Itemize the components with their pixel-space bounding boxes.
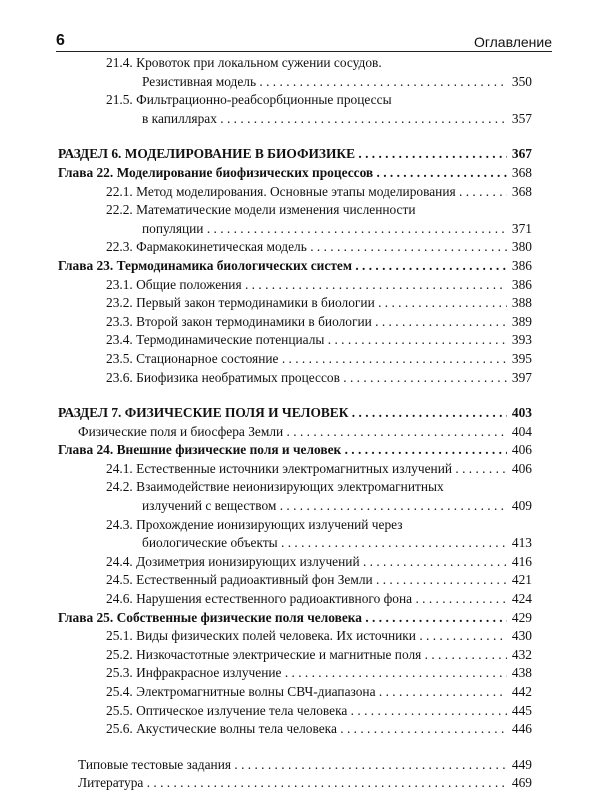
page-number: 6 — [56, 32, 65, 49]
toc-entry-title: Кровоток при локальном сужении сосудов. — [136, 55, 382, 70]
toc-entry-page: 389 — [511, 313, 532, 329]
toc-entry-page: 424 — [511, 591, 532, 607]
toc-entry-number: 25.5. — [106, 702, 133, 718]
toc-entry-23-3 — [58, 313, 532, 332]
toc-entry-title: Математические модели изменения численности — [136, 202, 416, 218]
toc-entry-number: 24.3. — [106, 516, 133, 532]
toc-entry-25-5 — [58, 702, 532, 721]
toc-entry-page: 397 — [511, 369, 532, 385]
toc-entry-number: 21.5. — [106, 92, 133, 108]
toc-entry-title-cont: биологические объекты . . . — [106, 534, 507, 553]
running-section-title: Оглавление — [473, 34, 552, 50]
toc-entry-title — [106, 553, 507, 572]
toc-chapter-title: Глава 25. Собственные физические поля человека . . . — [58, 609, 507, 628]
toc-entry-number: 22.1. — [106, 183, 133, 199]
toc-entry-24-6 — [58, 590, 532, 609]
toc-entry-25-3 — [58, 664, 532, 683]
toc-entry-page: 446 — [511, 721, 532, 737]
toc-entry-number: 24.1. — [106, 460, 133, 476]
toc-entry-page: 442 — [511, 684, 532, 699]
toc-entry-text: Термодинамические потенциалы — [136, 332, 325, 348]
toc-entry-title — [106, 720, 507, 739]
toc-entry-22-3 — [58, 238, 532, 257]
toc-entry-title-cont: Резистивная модель . . . — [106, 73, 507, 92]
toc-entry-title — [106, 702, 507, 721]
toc-part-title: РАЗДЕЛ 7. ФИЗИЧЕСКИЕ ПОЛЯ И ЧЕЛОВЕК . . . — [58, 404, 507, 423]
toc-entry-text: Инфракрасное излучение — [136, 665, 282, 681]
toc-entry-title: Типовые тестовые задания . . . — [78, 756, 507, 775]
toc-entry-page: 371 — [511, 220, 532, 236]
toc-entry-number: 21.4. — [106, 55, 133, 70]
toc-entry-text: Фармакокинетическая модель — [136, 239, 307, 255]
table-of-contents — [58, 54, 532, 793]
toc-entry-text: Низкочастотные электрические и магнитные поля — [136, 646, 422, 662]
toc-entry-number: 25.3. — [106, 665, 133, 681]
toc-entry-page: 449 — [511, 756, 532, 772]
toc-entry-number: 23.3. — [106, 313, 133, 329]
toc-entry-page: 445 — [511, 702, 532, 718]
toc-entry-page: 413 — [511, 535, 532, 551]
toc-entry-page: 406 — [511, 442, 532, 458]
toc-entry-page: 393 — [511, 332, 532, 348]
toc-chapter-25 — [58, 609, 532, 628]
toc-entry-title — [106, 683, 507, 702]
toc-entry-page: 430 — [511, 628, 532, 644]
toc-entry-text: Оптическое излучение тела человека — [136, 702, 348, 718]
toc-entry-text: Нарушения естественного радиоактивного фона — [136, 591, 413, 607]
toc-entry-number: 25.2. — [106, 646, 133, 662]
toc-entry-24-3-cont — [58, 534, 532, 553]
toc-entry-text: Первый закон термодинамики в биологии — [136, 295, 375, 311]
toc-entry-25-1 — [58, 627, 532, 646]
toc-entry-tests — [58, 756, 532, 775]
toc-entry-title: Фильтрационно-реабсорбционные процессы — [136, 92, 392, 108]
toc-entry-title — [106, 294, 507, 313]
toc-chapter-22 — [58, 164, 532, 183]
toc-entry-text: Акустические волны тела человека — [136, 721, 337, 737]
toc-chapter-title: Глава 22. Моделирование биофизических процессов . . . — [58, 164, 507, 183]
toc-entry-text: Биофизика необратимых процессов — [136, 369, 340, 385]
toc-entry-text: Общие положения — [136, 276, 242, 292]
toc-entry-number: 22.2. — [106, 202, 133, 218]
toc-entry-page: 438 — [511, 665, 532, 681]
toc-entry-page: 368 — [511, 164, 532, 180]
toc-entry-text: Виды физических полей человека. Их источники — [136, 628, 416, 644]
toc-entry-title — [106, 571, 507, 590]
toc-entry-page: 368 — [511, 183, 532, 199]
toc-entry-number: 24.4. — [106, 553, 133, 569]
toc-entry-title: Взаимодействие неионизирующих электромагнитных — [136, 479, 444, 495]
toc-entry-text: Естественный радиоактивный фон Земли — [136, 572, 373, 588]
toc-entry-title: Прохождение ионизирующих излучений через — [136, 516, 403, 532]
toc-entry-page: 395 — [511, 350, 532, 366]
toc-entry-25-2 — [58, 646, 532, 665]
toc-entry-number: 23.5. — [106, 350, 133, 366]
toc-entry-23-5 — [58, 350, 532, 369]
toc-chapter-title: Глава 24. Внешние физические поля и человек . . . — [58, 441, 507, 460]
toc-entry-number: 23.2. — [106, 295, 133, 311]
toc-chapter-title: Глава 23. Термодинамика биологических систем . . . — [58, 257, 507, 276]
toc-entry-text: Электромагнитные волны СВЧ-диапазона — [136, 684, 376, 699]
toc-entry-page: 404 — [511, 423, 532, 439]
toc-entry-title: Литература . . . — [78, 774, 507, 793]
toc-entry-title — [106, 331, 507, 350]
toc-entry-24-2 — [58, 478, 532, 497]
toc-entry-title — [106, 646, 507, 665]
toc-chapter-23 — [58, 257, 532, 276]
toc-entry-title — [106, 276, 507, 295]
toc-entry-number: 25.6. — [106, 721, 133, 737]
toc-entry-24-3 — [58, 516, 532, 535]
toc-entry-title — [106, 183, 507, 202]
toc-entry-title — [106, 627, 507, 646]
toc-part-7 — [58, 404, 532, 423]
toc-entry-23-1 — [58, 276, 532, 295]
toc-entry-page: 388 — [511, 295, 532, 311]
toc-entry-page: 421 — [511, 572, 532, 588]
toc-part-7-intro — [58, 423, 532, 442]
toc-entry-title — [106, 460, 507, 479]
toc-entry-number: 22.3. — [106, 239, 133, 255]
toc-entry-page: 386 — [511, 276, 532, 292]
toc-entry-title — [106, 369, 507, 388]
toc-entry-number: 23.6. — [106, 369, 133, 385]
toc-entry-number: 23.4. — [106, 332, 133, 348]
toc-entry-23-2 — [58, 294, 532, 313]
toc-entry-number: 24.6. — [106, 591, 133, 607]
header-rule — [56, 51, 552, 52]
toc-entry-title-cont: излучений с веществом . . . — [106, 497, 507, 516]
toc-entry-title — [106, 664, 507, 683]
toc-entry-text: Дозиметрия ионизирующих излучений — [136, 553, 360, 569]
toc-entry-page: 386 — [511, 257, 532, 273]
toc-entry-page: 429 — [511, 609, 532, 625]
toc-entry-title-cont: популяции . . . — [106, 220, 507, 239]
toc-entry-page: 409 — [511, 498, 532, 514]
toc-entry-title — [106, 313, 507, 332]
toc-entry-page: 403 — [511, 405, 532, 421]
toc-entry-title — [106, 238, 507, 257]
toc-entry-21-4 — [58, 54, 532, 73]
toc-entry-page: 469 — [511, 775, 532, 791]
toc-entry-23-6 — [58, 369, 532, 388]
toc-entry-text: Метод моделирования. Основные этапы моделирования — [136, 183, 456, 199]
toc-entry-page: 357 — [511, 110, 532, 126]
toc-part-title: РАЗДЕЛ 6. МОДЕЛИРОВАНИЕ В БИОФИЗИКЕ . . . — [58, 145, 507, 164]
toc-entry-22-2-cont — [58, 220, 532, 239]
toc-entry-25-6 — [58, 720, 532, 739]
toc-entry-21-4-cont — [58, 73, 532, 92]
toc-entry-number: 25.4. — [106, 684, 133, 699]
toc-entry-title — [106, 590, 507, 609]
toc-part-6 — [58, 145, 532, 164]
toc-entry-23-4 — [58, 331, 532, 350]
toc-entry-22-2 — [58, 201, 532, 220]
toc-entry-text: Естественные источники электромагнитных излучений — [136, 460, 453, 476]
toc-entry-title — [106, 350, 507, 369]
toc-entry-page: 406 — [511, 460, 532, 476]
toc-entry-page: 380 — [511, 239, 532, 255]
toc-entry-title-cont: в капиллярах . . . — [106, 110, 507, 129]
toc-entry-24-2-cont — [58, 497, 532, 516]
toc-entry-literature — [58, 774, 532, 793]
toc-entry-page: 367 — [511, 146, 532, 162]
toc-entry-25-4 — [58, 683, 532, 702]
toc-entry-number: 23.1. — [106, 276, 133, 292]
toc-entry-text: Второй закон термодинамики в биологии — [136, 313, 372, 329]
running-head — [56, 30, 552, 50]
toc-entry-21-5-cont — [58, 110, 532, 129]
toc-entry-text: Стационарное состояние — [136, 350, 279, 366]
toc-entry-24-1 — [58, 460, 532, 479]
toc-entry-title: Физические поля и биосфера Земли . . . — [78, 423, 507, 442]
toc-entry-page: 416 — [511, 553, 532, 569]
toc-entry-number: 24.2. — [106, 479, 133, 495]
toc-entry-24-5 — [58, 571, 532, 590]
toc-entry-number: 24.5. — [106, 572, 133, 588]
toc-entry-number: 25.1. — [106, 628, 133, 644]
toc-entry-22-1 — [58, 183, 532, 202]
toc-entry-24-4 — [58, 553, 532, 572]
toc-entry-page: 350 — [511, 73, 532, 89]
toc-chapter-24 — [58, 441, 532, 460]
toc-entry-page: 432 — [511, 646, 532, 662]
toc-entry-21-5 — [58, 91, 532, 110]
